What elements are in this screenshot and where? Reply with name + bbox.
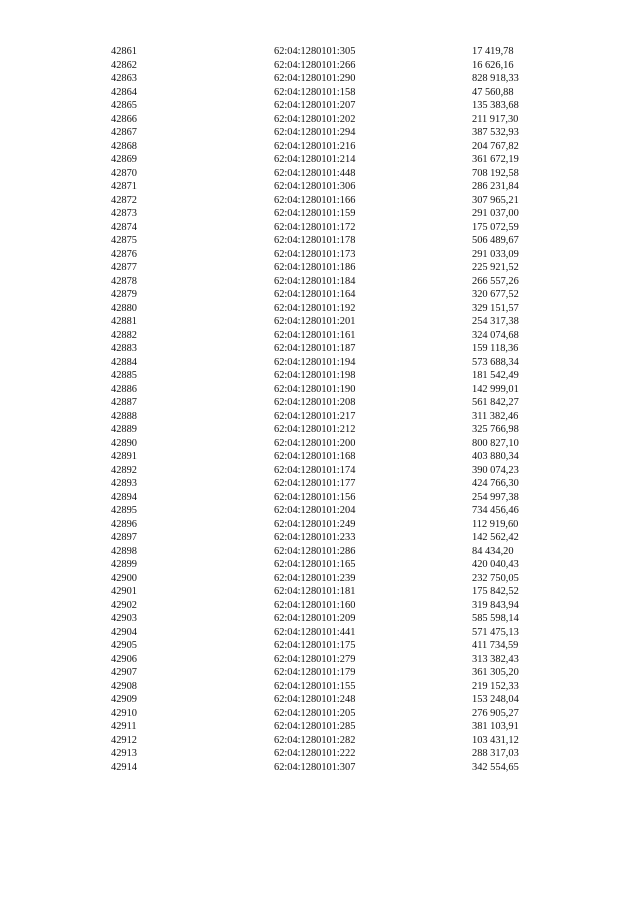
row-number: 42896	[111, 518, 137, 530]
cadastral-number: 62:04:1280101:307	[274, 761, 356, 773]
cadastral-value: 153 248,04	[472, 694, 519, 705]
cadastral-value: 307 965,21	[472, 194, 519, 206]
table-row	[0, 315, 640, 329]
cadastral-value: 17 419,78	[472, 46, 514, 57]
cadastral-value: 291 033,09	[472, 248, 519, 260]
cadastral-number: 62:04:1280101:207	[274, 100, 356, 111]
row-number: 42882	[111, 329, 137, 341]
cadastral-value: 573 688,34	[472, 356, 519, 368]
cadastral-number: 62:04:1280101:286	[274, 545, 356, 557]
table-row	[0, 59, 640, 73]
cadastral-number: 62:04:1280101:239	[274, 572, 356, 584]
cadastral-number: 62:04:1280101:202	[274, 113, 356, 125]
row-number: 42889	[111, 424, 137, 435]
table-row	[0, 464, 640, 478]
table-row	[0, 531, 640, 545]
table-row	[0, 423, 640, 437]
table-row	[0, 626, 640, 640]
cadastral-number: 62:04:1280101:166	[274, 194, 356, 206]
cadastral-value: 411 734,59	[472, 640, 519, 651]
row-number: 42874	[111, 221, 137, 233]
row-number: 42905	[111, 640, 137, 651]
table-row	[0, 599, 640, 613]
cadastral-number: 62:04:1280101:184	[274, 275, 356, 287]
cadastral-value: 135 383,68	[472, 100, 519, 111]
cadastral-number: 62:04:1280101:155	[274, 680, 356, 692]
cadastral-number: 62:04:1280101:216	[274, 140, 356, 152]
cadastral-number: 62:04:1280101:159	[274, 208, 356, 219]
row-number: 42900	[111, 572, 137, 584]
cadastral-number: 62:04:1280101:285	[274, 721, 356, 732]
cadastral-value: 424 766,30	[472, 478, 519, 489]
table-row	[0, 666, 640, 680]
row-number: 42870	[111, 167, 137, 179]
cadastral-number: 62:04:1280101:248	[274, 694, 356, 705]
cadastral-value: 390 074,23	[472, 464, 519, 476]
cadastral-value: 828 918,33	[472, 73, 519, 84]
cadastral-value: 142 562,42	[472, 532, 519, 543]
cadastral-number: 62:04:1280101:282	[274, 734, 356, 746]
table-row	[0, 99, 640, 113]
cadastral-value: 361 672,19	[472, 154, 519, 165]
table-row	[0, 504, 640, 518]
table-row	[0, 221, 640, 235]
cadastral-number: 62:04:1280101:156	[274, 491, 356, 503]
cadastral-value: 329 151,57	[472, 302, 519, 314]
cadastral-number: 62:04:1280101:194	[274, 356, 356, 368]
cadastral-number: 62:04:1280101:290	[274, 73, 356, 84]
cadastral-value: 276 905,27	[472, 707, 519, 719]
row-number: 42864	[111, 86, 137, 98]
cadastral-value: 159 118,36	[472, 343, 519, 354]
row-number: 42906	[111, 653, 137, 665]
cadastral-value: 142 999,01	[472, 383, 519, 395]
row-number: 42886	[111, 383, 137, 395]
cadastral-value: 319 843,94	[472, 599, 519, 611]
row-number: 42895	[111, 505, 137, 516]
cadastral-value: 175 842,52	[472, 586, 519, 597]
cadastral-number: 62:04:1280101:190	[274, 383, 356, 395]
table-row	[0, 194, 640, 208]
row-number: 42904	[111, 626, 137, 638]
row-number: 42898	[111, 545, 137, 557]
row-number: 42884	[111, 356, 137, 368]
cadastral-value: 324 074,68	[472, 329, 519, 341]
row-number: 42911	[111, 721, 137, 732]
row-number: 42901	[111, 586, 137, 597]
cadastral-value: 232 750,05	[472, 572, 519, 584]
cadastral-number: 62:04:1280101:217	[274, 410, 356, 422]
row-number: 42872	[111, 194, 137, 206]
table-row	[0, 369, 640, 383]
row-number: 42869	[111, 154, 137, 165]
cadastral-value: 286 231,84	[472, 181, 519, 192]
cadastral-value: 320 677,52	[472, 289, 519, 300]
cadastral-number: 62:04:1280101:175	[274, 640, 356, 651]
table-row	[0, 45, 640, 59]
cadastral-number: 62:04:1280101:305	[274, 46, 356, 57]
cadastral-number: 62:04:1280101:165	[274, 559, 356, 570]
row-number: 42876	[111, 248, 137, 260]
cadastral-number: 62:04:1280101:208	[274, 397, 356, 408]
table-row	[0, 207, 640, 221]
table-row	[0, 396, 640, 410]
cadastral-number: 62:04:1280101:212	[274, 424, 356, 435]
table-row	[0, 234, 640, 248]
table-row	[0, 707, 640, 721]
cadastral-value: 112 919,60	[472, 518, 519, 530]
table-row	[0, 140, 640, 154]
table-row	[0, 491, 640, 505]
row-number: 42907	[111, 667, 137, 678]
cadastral-value: 325 766,98	[472, 424, 519, 435]
cadastral-value: 561 842,27	[472, 397, 519, 408]
cadastral-number: 62:04:1280101:173	[274, 248, 356, 260]
table-row	[0, 72, 640, 86]
row-number: 42897	[111, 532, 137, 543]
row-number: 42909	[111, 694, 137, 705]
row-number: 42880	[111, 302, 137, 314]
row-number: 42894	[111, 491, 137, 503]
table-row	[0, 302, 640, 316]
cadastral-number: 62:04:1280101:164	[274, 289, 356, 300]
cadastral-value: 708 192,58	[472, 167, 519, 179]
table-row	[0, 653, 640, 667]
table-row	[0, 477, 640, 491]
cadastral-value: 84 434,20	[472, 545, 514, 557]
row-number: 42893	[111, 478, 137, 489]
cadastral-value: 506 489,67	[472, 235, 519, 246]
table-row	[0, 410, 640, 424]
cadastral-value: 219 152,33	[472, 680, 519, 692]
row-number: 42868	[111, 140, 137, 152]
cadastral-value: 291 037,00	[472, 208, 519, 219]
cadastral-number: 62:04:1280101:233	[274, 532, 356, 543]
cadastral-value: 734 456,46	[472, 505, 519, 516]
table-row	[0, 639, 640, 653]
cadastral-value: 571 475,13	[472, 626, 519, 638]
table-row	[0, 761, 640, 775]
table-row	[0, 572, 640, 586]
row-number: 42912	[111, 734, 137, 746]
table-row	[0, 329, 640, 343]
cadastral-number: 62:04:1280101:186	[274, 262, 356, 273]
cadastral-value: 585 598,14	[472, 613, 519, 624]
row-number: 42862	[111, 59, 137, 71]
cadastral-number: 62:04:1280101:178	[274, 235, 356, 246]
cadastral-number: 62:04:1280101:160	[274, 599, 356, 611]
cadastral-number: 62:04:1280101:179	[274, 667, 356, 678]
table-row	[0, 356, 640, 370]
table-row	[0, 612, 640, 626]
table-row	[0, 383, 640, 397]
table-row	[0, 545, 640, 559]
cadastral-number: 62:04:1280101:174	[274, 464, 356, 476]
cadastral-number: 62:04:1280101:441	[274, 626, 356, 638]
cadastral-number: 62:04:1280101:205	[274, 707, 356, 719]
cadastral-number: 62:04:1280101:294	[274, 127, 356, 138]
cadastral-number: 62:04:1280101:158	[274, 86, 356, 98]
cadastral-number: 62:04:1280101:161	[274, 329, 356, 341]
table-row	[0, 693, 640, 707]
cadastral-value: 254 317,38	[472, 316, 519, 327]
row-number: 42877	[111, 262, 137, 273]
table-row	[0, 437, 640, 451]
table-row	[0, 342, 640, 356]
cadastral-value: 225 921,52	[472, 262, 519, 273]
row-number: 42863	[111, 73, 137, 84]
cadastral-number: 62:04:1280101:201	[274, 316, 356, 327]
table-row	[0, 734, 640, 748]
row-number: 42885	[111, 370, 137, 381]
cadastral-value: 47 560,88	[472, 86, 514, 98]
cadastral-value: 420 040,43	[472, 559, 519, 570]
table-row	[0, 288, 640, 302]
row-number: 42866	[111, 113, 137, 125]
row-number: 42873	[111, 208, 137, 219]
cadastral-value: 403 880,34	[472, 451, 519, 462]
table-row	[0, 518, 640, 532]
table-row	[0, 113, 640, 127]
row-number: 42899	[111, 559, 137, 570]
row-number: 42887	[111, 397, 137, 408]
cadastral-number: 62:04:1280101:192	[274, 302, 356, 314]
cadastral-value: 16 626,16	[472, 59, 514, 71]
cadastral-value: 181 542,49	[472, 370, 519, 381]
cadastral-number: 62:04:1280101:198	[274, 370, 356, 381]
cadastral-value: 266 557,26	[472, 275, 519, 287]
table-row	[0, 450, 640, 464]
row-number: 42910	[111, 707, 137, 719]
row-number: 42908	[111, 680, 137, 692]
table-row	[0, 275, 640, 289]
cadastral-number: 62:04:1280101:172	[274, 221, 356, 233]
cadastral-value: 103 431,12	[472, 734, 519, 746]
cadastral-number: 62:04:1280101:266	[274, 59, 356, 71]
cadastral-number: 62:04:1280101:209	[274, 613, 356, 624]
row-number: 42878	[111, 275, 137, 287]
cadastral-value-table	[0, 45, 640, 774]
table-row	[0, 720, 640, 734]
table-row	[0, 585, 640, 599]
table-row	[0, 558, 640, 572]
cadastral-value: 361 305,20	[472, 667, 519, 678]
table-row	[0, 153, 640, 167]
cadastral-value: 311 382,46	[472, 410, 519, 422]
cadastral-number: 62:04:1280101:306	[274, 181, 356, 192]
row-number: 42867	[111, 127, 137, 138]
cadastral-value: 211 917,30	[472, 113, 519, 125]
cadastral-number: 62:04:1280101:187	[274, 343, 356, 354]
row-number: 42891	[111, 451, 137, 462]
cadastral-value: 387 532,93	[472, 127, 519, 138]
cadastral-number: 62:04:1280101:168	[274, 451, 356, 462]
table-row	[0, 680, 640, 694]
cadastral-number: 62:04:1280101:214	[274, 154, 356, 165]
cadastral-number: 62:04:1280101:177	[274, 478, 356, 489]
cadastral-number: 62:04:1280101:222	[274, 748, 356, 759]
row-number: 42892	[111, 464, 137, 476]
cadastral-value: 175 072,59	[472, 221, 519, 233]
cadastral-value: 313 382,43	[472, 653, 519, 665]
cadastral-value: 342 554,65	[472, 761, 519, 773]
row-number: 42890	[111, 437, 137, 449]
table-row	[0, 167, 640, 181]
row-number: 42902	[111, 599, 137, 611]
cadastral-value: 381 103,91	[472, 721, 519, 732]
cadastral-value: 800 827,10	[472, 437, 519, 449]
row-number: 42875	[111, 235, 137, 246]
table-row	[0, 126, 640, 140]
row-number: 42913	[111, 748, 137, 759]
table-row	[0, 747, 640, 761]
cadastral-value: 204 767,82	[472, 140, 519, 152]
cadastral-number: 62:04:1280101:279	[274, 653, 356, 665]
row-number: 42903	[111, 613, 137, 624]
cadastral-number: 62:04:1280101:204	[274, 505, 356, 516]
row-number: 42865	[111, 100, 137, 111]
cadastral-number: 62:04:1280101:249	[274, 518, 356, 530]
table-row	[0, 86, 640, 100]
row-number: 42861	[111, 46, 137, 57]
row-number: 42914	[111, 761, 137, 773]
row-number: 42888	[111, 410, 137, 422]
cadastral-value: 254 997,38	[472, 491, 519, 503]
row-number: 42871	[111, 181, 137, 192]
table-row	[0, 261, 640, 275]
cadastral-number: 62:04:1280101:448	[274, 167, 356, 179]
table-row	[0, 180, 640, 194]
row-number: 42879	[111, 289, 137, 300]
row-number: 42883	[111, 343, 137, 354]
table-row	[0, 248, 640, 262]
cadastral-number: 62:04:1280101:181	[274, 586, 356, 597]
cadastral-number: 62:04:1280101:200	[274, 437, 356, 449]
row-number: 42881	[111, 316, 137, 327]
cadastral-value: 288 317,03	[472, 748, 519, 759]
